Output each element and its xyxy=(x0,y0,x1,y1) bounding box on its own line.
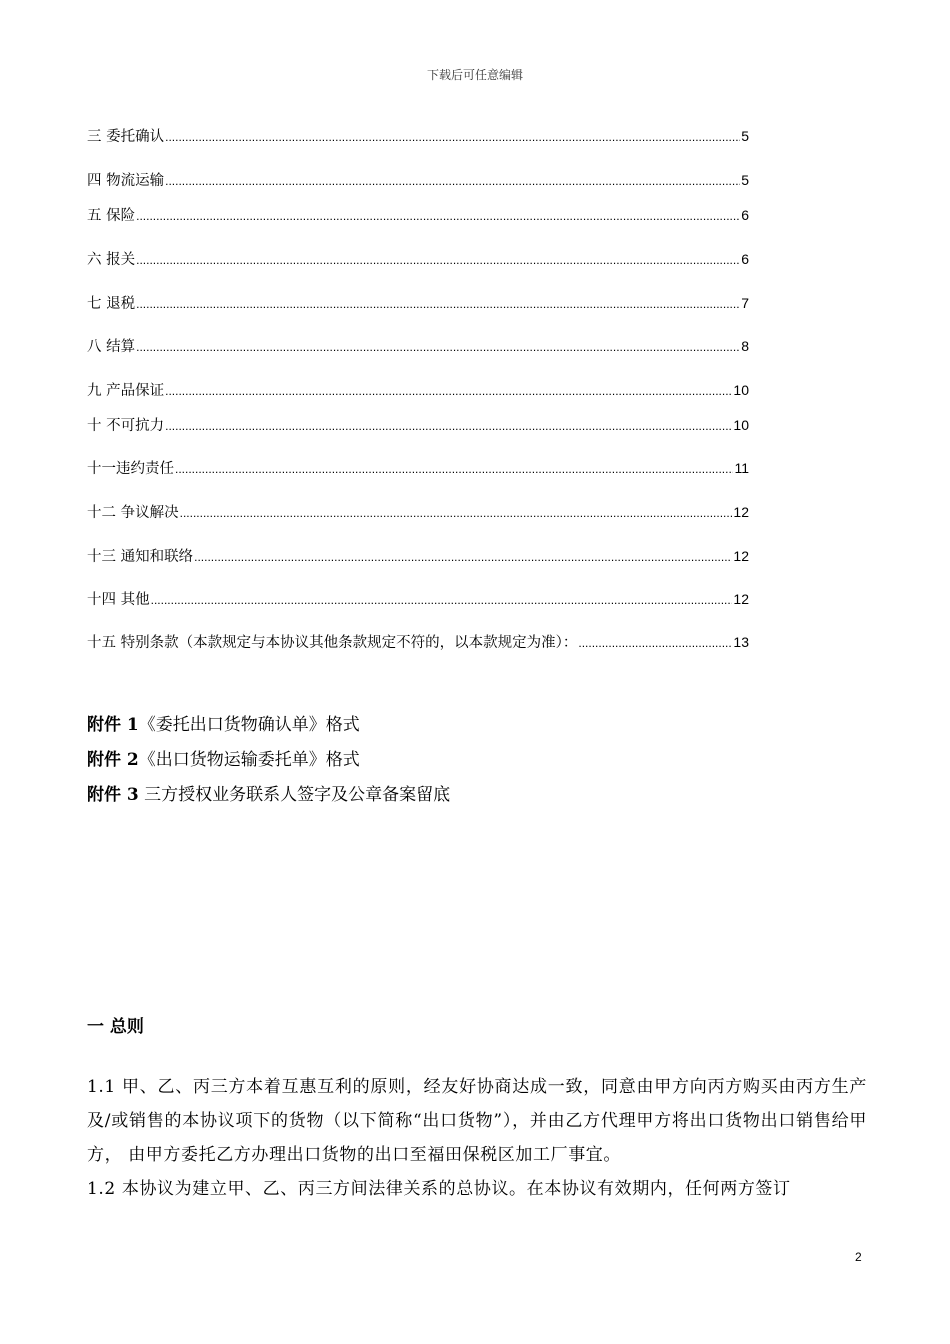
toc-entry[interactable] xyxy=(87,170,749,191)
toc-entry-title: 七 退税 xyxy=(87,296,136,312)
toc-entry-title: 十五 特别条款（本款规定与本协议其他条款规定不符的，以本款规定为准）： xyxy=(87,635,578,651)
attachment-label: 附件 3 xyxy=(87,785,139,805)
toc-entry[interactable] xyxy=(87,293,749,314)
paragraph: 1.2 本协议为建立甲、乙、丙三方间法律关系的总协议。在本协议有效期内，任何两方签订 xyxy=(87,1179,791,1199)
toc-entry-title: 三 委托确认 xyxy=(87,129,165,145)
toc-entry-page: 10 xyxy=(733,382,749,398)
section-body xyxy=(87,1070,867,1206)
toc-dot-leader xyxy=(165,127,740,147)
attachment-item xyxy=(87,778,450,813)
toc-entry-title: 九 产品保证 xyxy=(87,383,165,399)
paragraph: 1.1 甲、乙、丙三方本着互惠互利的原则，经友好协商达成一致，同意由甲方向丙方购买由丙方生产及/或销售的本协议项下的货物（以下简称“出口货物”），并由乙方代理甲方将出口货物出口销售给甲方， 由甲方委托乙方办理出口货物的出口至福田保税区加工厂事宜。 xyxy=(87,1077,867,1165)
page-number: 2 xyxy=(855,1250,862,1264)
toc-entry[interactable] xyxy=(87,336,749,357)
attachment-text: 《出口货物运输委托单》格式 xyxy=(138,750,360,770)
toc-dot-leader xyxy=(151,590,733,610)
toc-entry[interactable] xyxy=(87,249,749,270)
toc-entry[interactable] xyxy=(87,205,749,226)
toc-entry-title: 五 保险 xyxy=(87,208,136,224)
toc-entry-page: 8 xyxy=(741,338,749,354)
toc-dot-leader xyxy=(165,416,732,436)
toc-dot-leader xyxy=(136,294,740,314)
toc-entry-title: 十四 其他 xyxy=(87,592,150,608)
section-heading: 一 总则 xyxy=(87,1017,144,1037)
toc-entry[interactable] xyxy=(87,589,749,610)
toc-entry-page: 12 xyxy=(733,548,749,564)
toc-entry-page: 5 xyxy=(741,172,749,188)
toc-dot-leader xyxy=(165,171,740,191)
attachments-list xyxy=(87,708,450,813)
toc-entry[interactable] xyxy=(87,502,749,523)
attachment-text: 三方授权业务联系人签字及公章备案留底 xyxy=(138,785,451,805)
toc-entry-title: 十一违约责任 xyxy=(87,461,174,477)
toc-entry-page: 10 xyxy=(733,417,749,433)
attachment-text: 《委托出口货物确认单》格式 xyxy=(138,715,360,735)
toc-entry-page: 6 xyxy=(741,207,749,223)
toc-entry[interactable] xyxy=(87,415,749,436)
toc-dot-leader xyxy=(175,459,733,479)
toc-entry-title: 八 结算 xyxy=(87,339,136,355)
toc-entry-page: 11 xyxy=(734,460,749,476)
toc-entry-title: 十 不可抗力 xyxy=(87,418,165,434)
toc-entry[interactable] xyxy=(87,458,749,479)
attachment-item xyxy=(87,743,450,778)
toc-entry-page: 7 xyxy=(741,295,749,311)
toc-entry-page: 12 xyxy=(733,504,749,520)
toc-dot-leader xyxy=(136,337,740,357)
toc-entry[interactable] xyxy=(87,546,749,567)
toc-dot-leader xyxy=(578,633,732,653)
toc-dot-leader xyxy=(136,250,740,270)
toc-entry-title: 四 物流运输 xyxy=(87,173,165,189)
toc-entry-title: 十二 争议解决 xyxy=(87,505,179,521)
toc-entry-page: 13 xyxy=(733,634,749,650)
header-note: 下载后可任意编辑 xyxy=(426,68,523,82)
attachment-label: 附件 2 xyxy=(87,750,139,770)
toc-dot-leader xyxy=(136,206,740,226)
toc-entry[interactable] xyxy=(87,126,749,147)
toc-entry[interactable] xyxy=(87,380,749,401)
toc-dot-leader xyxy=(194,547,732,567)
toc-dot-leader xyxy=(165,381,732,401)
toc-dot-leader xyxy=(180,503,733,523)
toc-entry[interactable] xyxy=(87,632,749,653)
attachment-item xyxy=(87,708,450,743)
toc-entry-title: 十三 通知和联络 xyxy=(87,549,194,565)
attachment-label: 附件 1 xyxy=(87,715,139,735)
toc-entry-page: 6 xyxy=(741,251,749,267)
toc-entry-title: 六 报关 xyxy=(87,252,136,268)
toc-entry-page: 12 xyxy=(733,591,749,607)
toc-entry-page: 5 xyxy=(741,128,749,144)
